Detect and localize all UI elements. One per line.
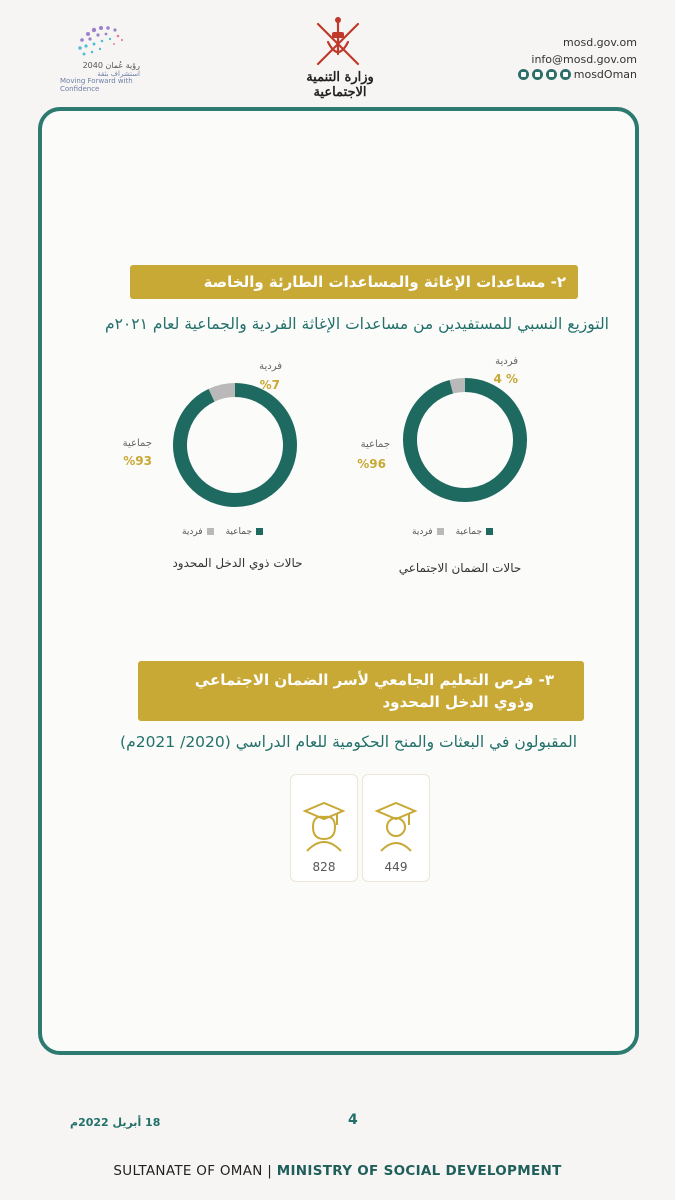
section3-title xyxy=(138,661,584,721)
female-count: 828 xyxy=(312,860,336,874)
chart2-legend-collective-label: جماعية xyxy=(225,527,253,537)
chart2-label-individual: فردية xyxy=(259,361,282,372)
vision-line2: استشراف بثقة xyxy=(97,69,140,78)
chart1-label-individual: فردية xyxy=(495,356,518,367)
page-number: 4 xyxy=(348,1112,358,1128)
ministry-name: وزارة التنمية الاجتماعية xyxy=(306,70,374,100)
chart1-legend-collective xyxy=(456,527,493,537)
chart2-value-individual: %7 xyxy=(259,378,280,392)
chart1-value-collective: %96 xyxy=(357,457,386,471)
oman-emblem xyxy=(310,14,366,72)
donut-chart-limited-income xyxy=(170,380,300,510)
section3-title-line2: وذوي الدخل المحدود xyxy=(382,693,534,711)
donut-slice-collective xyxy=(410,385,520,495)
section3-title-line1: ٣- فرص التعليم الجامعي لأسر الضمان الاجتماعي xyxy=(194,671,554,689)
footer xyxy=(0,1163,675,1179)
section2-subtitle: التوزيع النسبي للمستفيدين من مساعدات الإغاثة الفردية والجماعية لعام ٢٠٢١م xyxy=(105,315,609,333)
social-links xyxy=(518,68,637,81)
twitter-icon[interactable] xyxy=(518,69,529,80)
footer-separator: | xyxy=(267,1163,273,1179)
chart1-legend-individual xyxy=(412,527,444,537)
donut-slice-individual xyxy=(212,390,235,395)
facebook-icon[interactable] xyxy=(546,69,557,80)
chart2-legend-collective xyxy=(226,527,263,537)
female-graduate-icon xyxy=(291,775,357,855)
footer-country: SULTANATE OF OMAN xyxy=(113,1163,263,1179)
section2-title: ٢- مساعدات الإغاثة والمساعدات الطارئة والخاصة xyxy=(130,265,578,299)
chart1-title: حالات الضمان الاجتماعي xyxy=(398,561,522,575)
vision-line3: Moving Forward with Confidence xyxy=(60,77,133,94)
chart1-value-individual: % 4 xyxy=(493,372,518,386)
youtube-icon[interactable] xyxy=(560,69,571,80)
male-graduate-icon xyxy=(363,775,429,855)
website-link[interactable]: mosd.gov.om xyxy=(563,36,637,49)
vision-line1: رؤية عُمان 2040 xyxy=(82,61,140,70)
chart2-title: حالات ذوي الدخل المحدود xyxy=(172,556,303,570)
content-card xyxy=(38,107,639,1055)
section3-subtitle: المقبولون في البعثات والمنح الحكومية للعام الدراسي (2020/ 2021م) xyxy=(120,733,577,751)
social-handle[interactable]: mosdOman xyxy=(573,68,637,81)
instagram-icon[interactable] xyxy=(532,69,543,80)
chart2-value-collective: %93 xyxy=(123,454,152,468)
male-count: 449 xyxy=(384,860,408,874)
vision-2040-text xyxy=(60,62,140,94)
chart1-legend-collective-label: جماعية xyxy=(455,527,483,537)
donut-slice-collective xyxy=(180,390,290,500)
chart1-label-collective: جماعية xyxy=(360,439,390,450)
email-link[interactable]: info@mosd.gov.om xyxy=(531,53,637,66)
chart2-legend-individual-label: فردية xyxy=(182,527,203,537)
publish-date: 18 أبريل 2022م xyxy=(70,1116,161,1129)
footer-ministry: MINISTRY OF SOCIAL DEVELOPMENT xyxy=(276,1163,562,1179)
chart2-legend xyxy=(182,527,263,537)
donut-chart-social-security xyxy=(400,375,530,505)
donut-slice-individual xyxy=(451,385,465,387)
chart1-legend xyxy=(412,527,493,537)
chart1-legend-individual-label: فردية xyxy=(412,527,433,537)
chart2-legend-individual xyxy=(182,527,214,537)
chart2-label-collective: جماعية xyxy=(122,438,152,449)
